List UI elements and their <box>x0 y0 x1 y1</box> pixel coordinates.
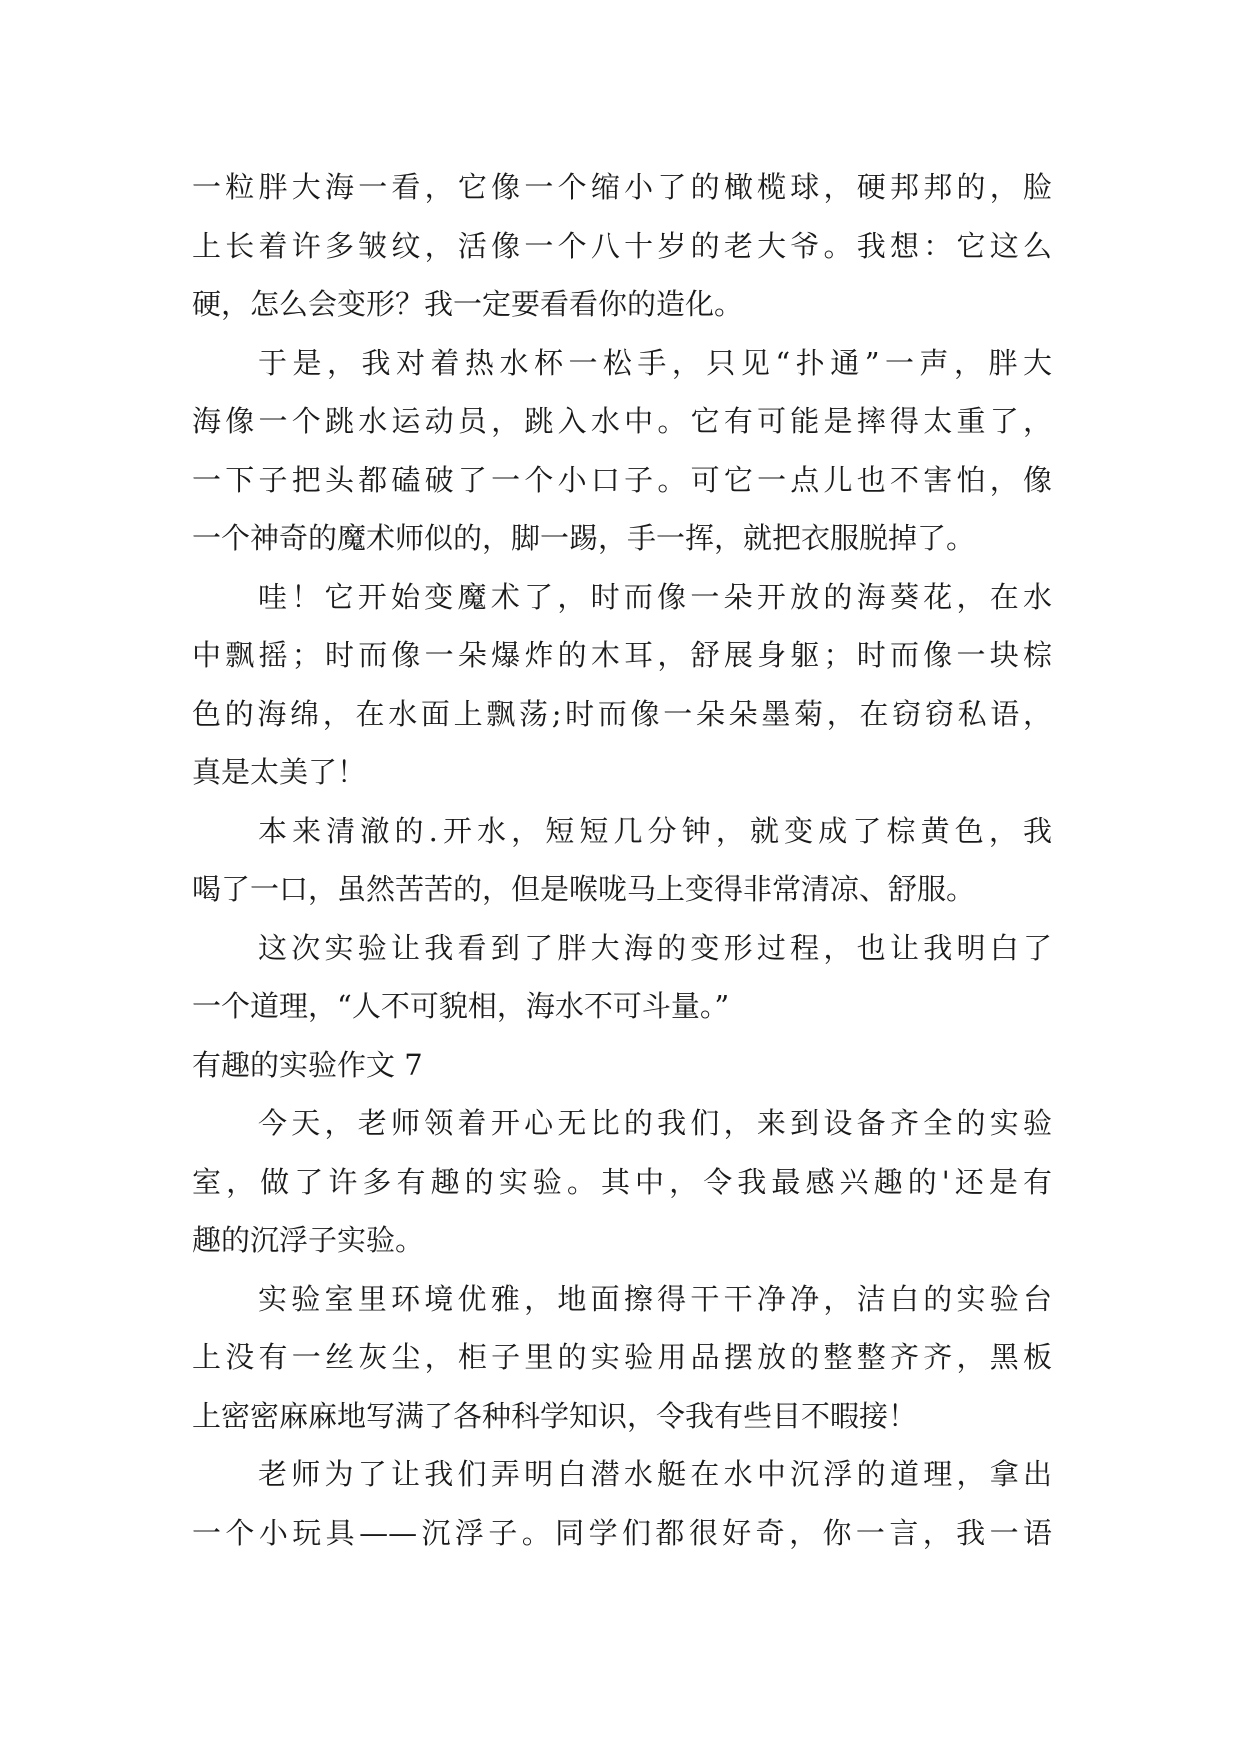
paragraph-line: 海像一个跳水运动员，跳入水中。它有可能是摔得太重了， <box>192 404 1052 438</box>
paragraph-line: 硬，怎么会变形？我一定要看看你的造化。 <box>192 287 744 321</box>
paragraph-line: 老师为了让我们弄明白潜水艇在水中沉浮的道理，拿出 <box>258 1457 1052 1491</box>
paragraph-line: 上没有一丝灰尘，柜子里的实验用品摆放的整整齐齐，黑板 <box>192 1340 1052 1374</box>
paragraph-line: 一个小玩具——沉浮子。同学们都很好奇，你一言，我一语 <box>192 1515 1052 1550</box>
paragraph-line: 哇！它开始变魔术了，时而像一朵开放的海葵花，在水 <box>258 579 1052 614</box>
paragraph-line: 趣的沉浮子实验。 <box>192 1223 425 1257</box>
document-body <box>192 158 1052 1562</box>
paragraph-line: 本来清澈的.开水，短短几分钟，就变成了棕黄色，我 <box>258 813 1052 848</box>
paragraph-line: 上长着许多皱纹，活像一个八十岁的老大爷。我想：它这么 <box>192 228 1052 263</box>
paragraph-line: 真是太美了！ <box>192 755 367 789</box>
paragraph-line: 一粒胖大海一看，它像一个缩小了的橄榄球，硬邦邦的，脸 <box>192 170 1052 204</box>
paragraph-line: 色的海绵，在水面上飘荡;时而像一朵朵墨菊，在窃窃私语， <box>192 696 1052 731</box>
section-heading: 有趣的实验作文 7 <box>192 1047 423 1082</box>
paragraph-line: 一个道理，“人不可貌相，海水不可斗量。” <box>192 989 730 1023</box>
paragraph-line: 一下子把头都磕破了一个小口子。可它一点儿也不害怕，像 <box>192 462 1052 497</box>
paragraph-line: 喝了一口，虽然苦苦的，但是喉咙马上变得非常清凉、舒服。 <box>192 872 976 906</box>
paragraph-line: 室，做了许多有趣的实验。其中，令我最感兴趣的'还是有 <box>192 1164 1052 1199</box>
paragraph-line: 这次实验让我看到了胖大海的变形过程，也让我明白了 <box>258 930 1052 965</box>
paragraph-line: 上密密麻麻地写满了各种科学知识，令我有些目不暇接！ <box>192 1398 918 1433</box>
paragraph-line: 实验室里环境优雅，地面擦得干干净净，洁白的实验台 <box>258 1281 1052 1316</box>
paragraph-line: 一个神奇的魔术师似的，脚一踢，手一挥，就把衣服脱掉了。 <box>192 521 976 555</box>
paragraph-line: 于是，我对着热水杯一松手，只见“扑通”一声，胖大 <box>258 345 1052 380</box>
paragraph-line: 中飘摇；时而像一朵爆炸的木耳，舒展身躯；时而像一块棕 <box>192 638 1052 672</box>
paragraph-line: 今天，老师领着开心无比的我们，来到设备齐全的实验 <box>258 1106 1052 1140</box>
